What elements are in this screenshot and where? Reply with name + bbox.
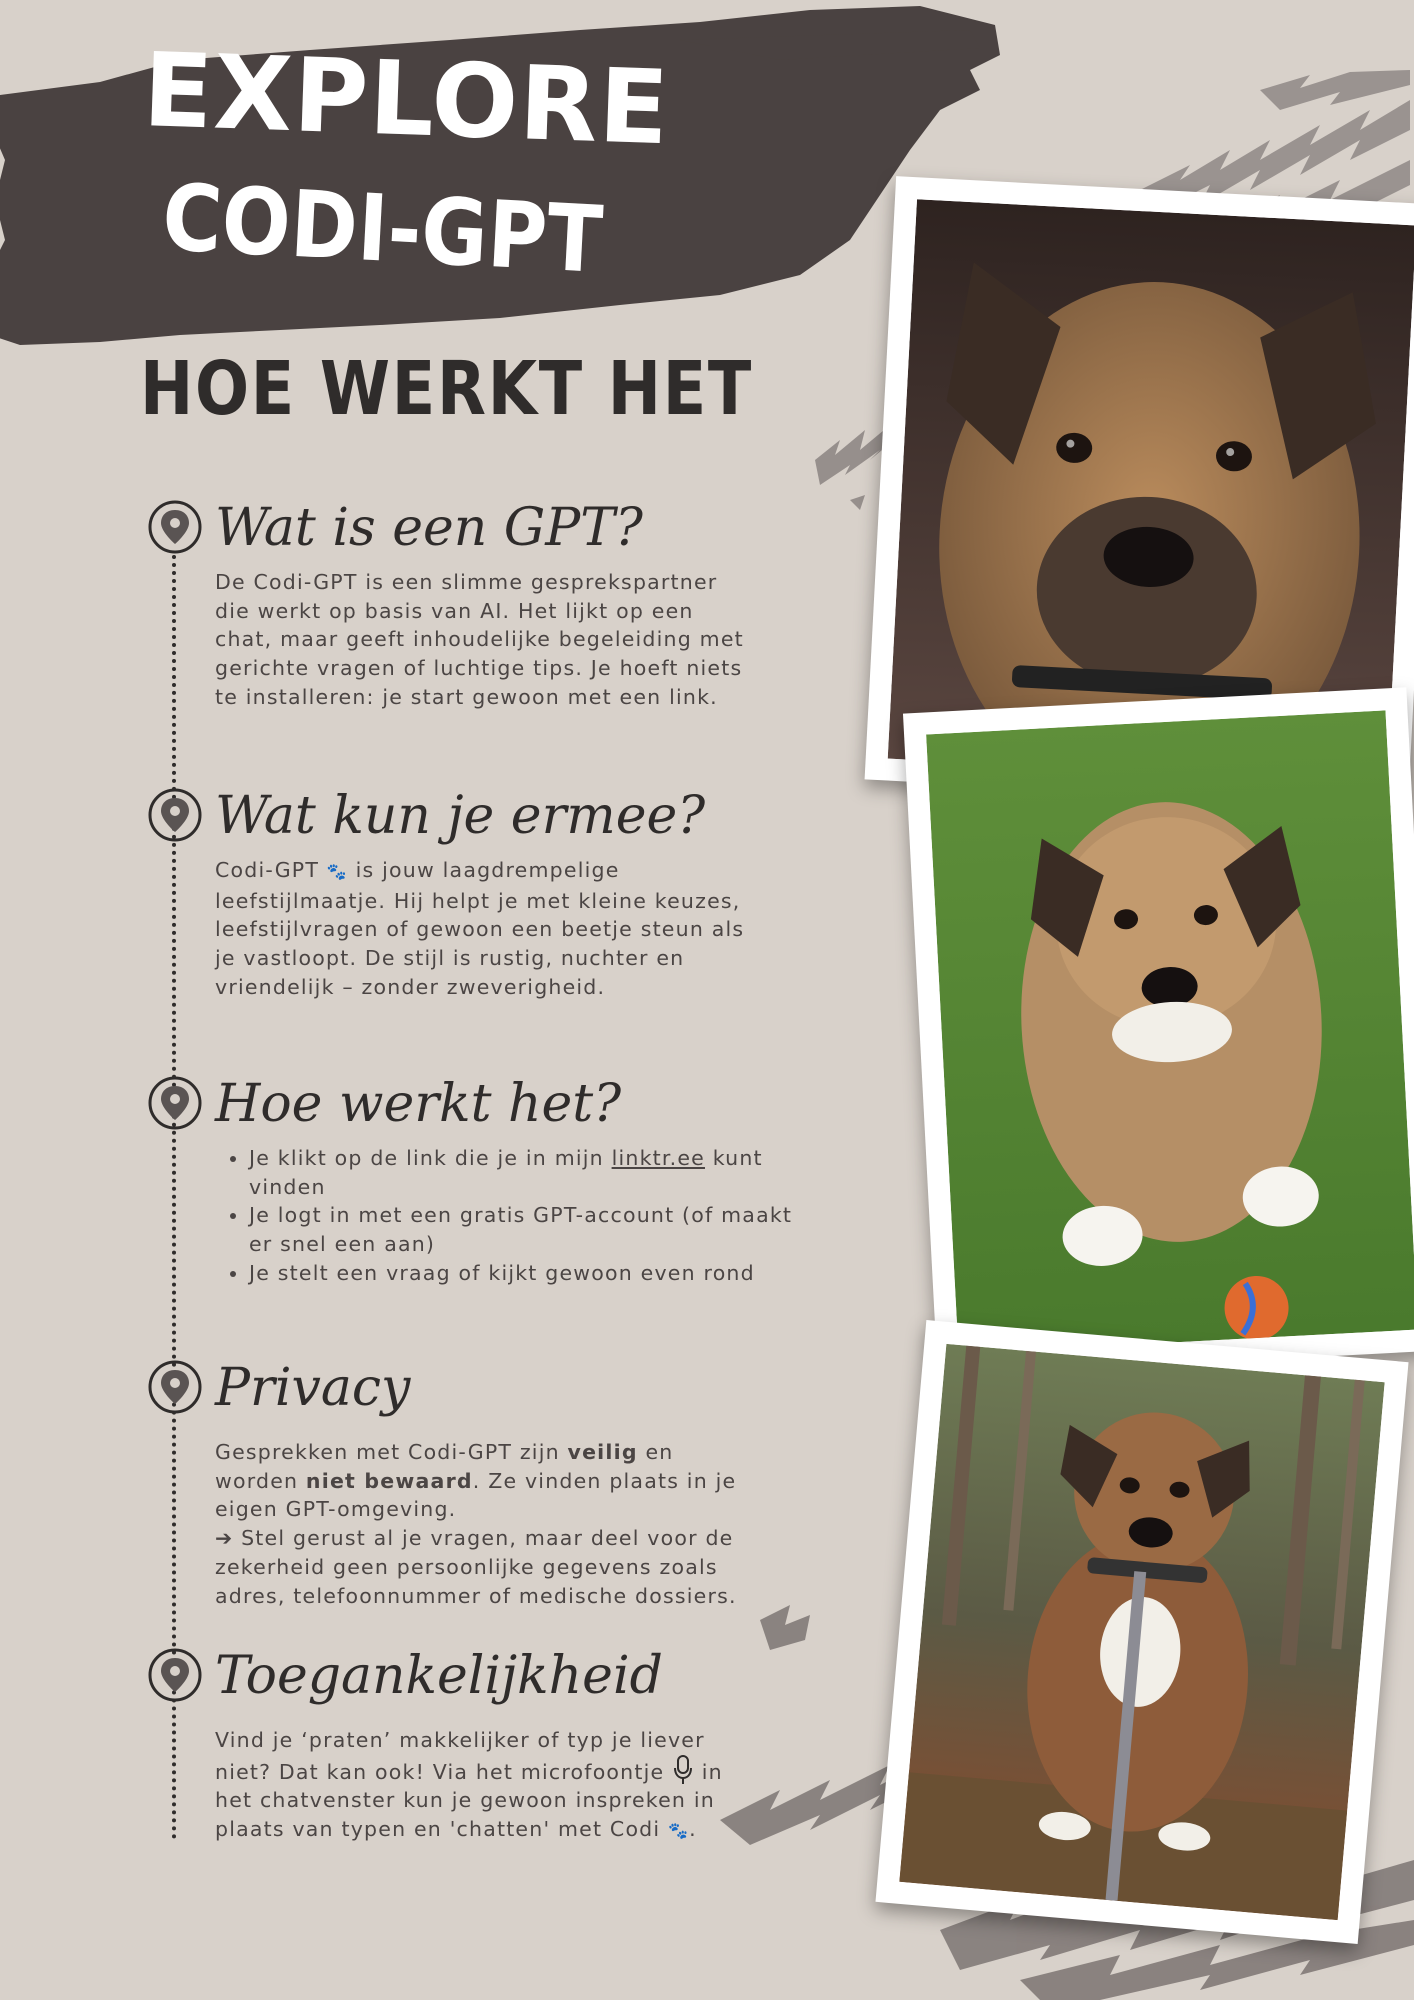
map-pin-icon (148, 1360, 202, 1414)
section-title: Wat is een GPT? (215, 498, 643, 558)
title-explore: EXPLORE (141, 31, 672, 169)
paw-icon: 🐾 (326, 862, 348, 881)
section-wat-is-een-gpt (140, 492, 780, 712)
text-part: in het chatvenster kun je gewoon inspreken in plaats van typen en 'chatten' met Codi (215, 1759, 723, 1842)
steps-list (215, 1144, 809, 1288)
list-item (249, 1144, 809, 1201)
section-privacy (140, 1352, 780, 1610)
section-body (215, 1438, 755, 1610)
paw-icon: 🐾 (668, 1821, 690, 1841)
text-part: is jouw laagdrempelige leefstijlmaatje. Hij helpt je met kleine keuzes, leefstijlvragen of gewoon een beetje steun als je vastloopt. De stijl is rustig, nuchter en vriendelijk – zonder zweverigheid. (215, 858, 745, 999)
text-bold: niet bewaard (305, 1468, 473, 1493)
text-part: Vind je ‘praten’ makkelijker of typ je liever niet? Dat kan ook! Via het microfoontje (215, 1728, 705, 1784)
section-body (215, 568, 755, 712)
text-bold: veilig (567, 1440, 638, 1464)
linktree-link[interactable]: linktr.ee (611, 1146, 705, 1170)
section-hoe-werkt-het (140, 1068, 793, 1288)
text-part: Je klikt op de link die je in mijn (249, 1146, 612, 1170)
title-codi-gpt: CODI-GPT (159, 164, 606, 294)
text-part: Gesprekken met Codi-GPT zijn (215, 1440, 568, 1464)
map-pin-icon (148, 1648, 202, 1702)
text-part: . (689, 1817, 697, 1842)
section-title: Toegankelijkheid (215, 1646, 663, 1706)
section-paragraph (215, 856, 755, 1002)
page-heading: HOE WERKT HET (140, 346, 754, 432)
section-body (215, 1144, 793, 1288)
section-paragraph: ➔ Stel gerust al je vragen, maar deel voor de zekerheid geen persoonlijke gegevens zoals adres, telefoonnummer of medische dossiers. (215, 1526, 737, 1608)
section-wat-kun-je-ermee (140, 780, 780, 1002)
section-title: Privacy (215, 1358, 411, 1418)
map-pin-icon (148, 788, 202, 842)
text-part: en worden (215, 1440, 674, 1493)
dog-photo-grass (903, 687, 1414, 1376)
list-item: • Je logt in met een gratis GPT-account (of maakt er snel een aan) (249, 1201, 809, 1258)
section-body (215, 856, 755, 1002)
map-pin-icon (148, 500, 202, 554)
section-body (215, 1726, 755, 1846)
text-part: Codi-GPT (215, 858, 327, 882)
dog-grass-image (926, 710, 1414, 1353)
microphone-icon (672, 1755, 694, 1785)
map-pin-icon (148, 1076, 202, 1130)
text-part: kunt vinden (249, 1146, 763, 1199)
section-toegankelijkheid (140, 1640, 780, 1846)
text-part: . Ze vinden plaats in je eigen GPT-omgeving. (215, 1468, 737, 1522)
dog-photo-forest (875, 1320, 1408, 1944)
section-paragraph: De Codi-GPT is een slimme gesprekspartner die werkt op basis van AI. Het lijkt op een chat, maar geeft inhoudelijke begeleiding met gerichte vragen of luchtige tips. Je hoeft niets te installeren: je start gewoon met een link. (215, 570, 744, 709)
dog-forest-image (899, 1344, 1384, 1920)
section-title: Wat kun je ermee? (215, 786, 706, 846)
section-paragraph (215, 1726, 755, 1846)
section-title: Hoe werkt het? (215, 1074, 622, 1134)
section-paragraph (215, 1438, 755, 1524)
list-item: • Je stelt een vraag of kijkt gewoon even rond (249, 1259, 809, 1288)
